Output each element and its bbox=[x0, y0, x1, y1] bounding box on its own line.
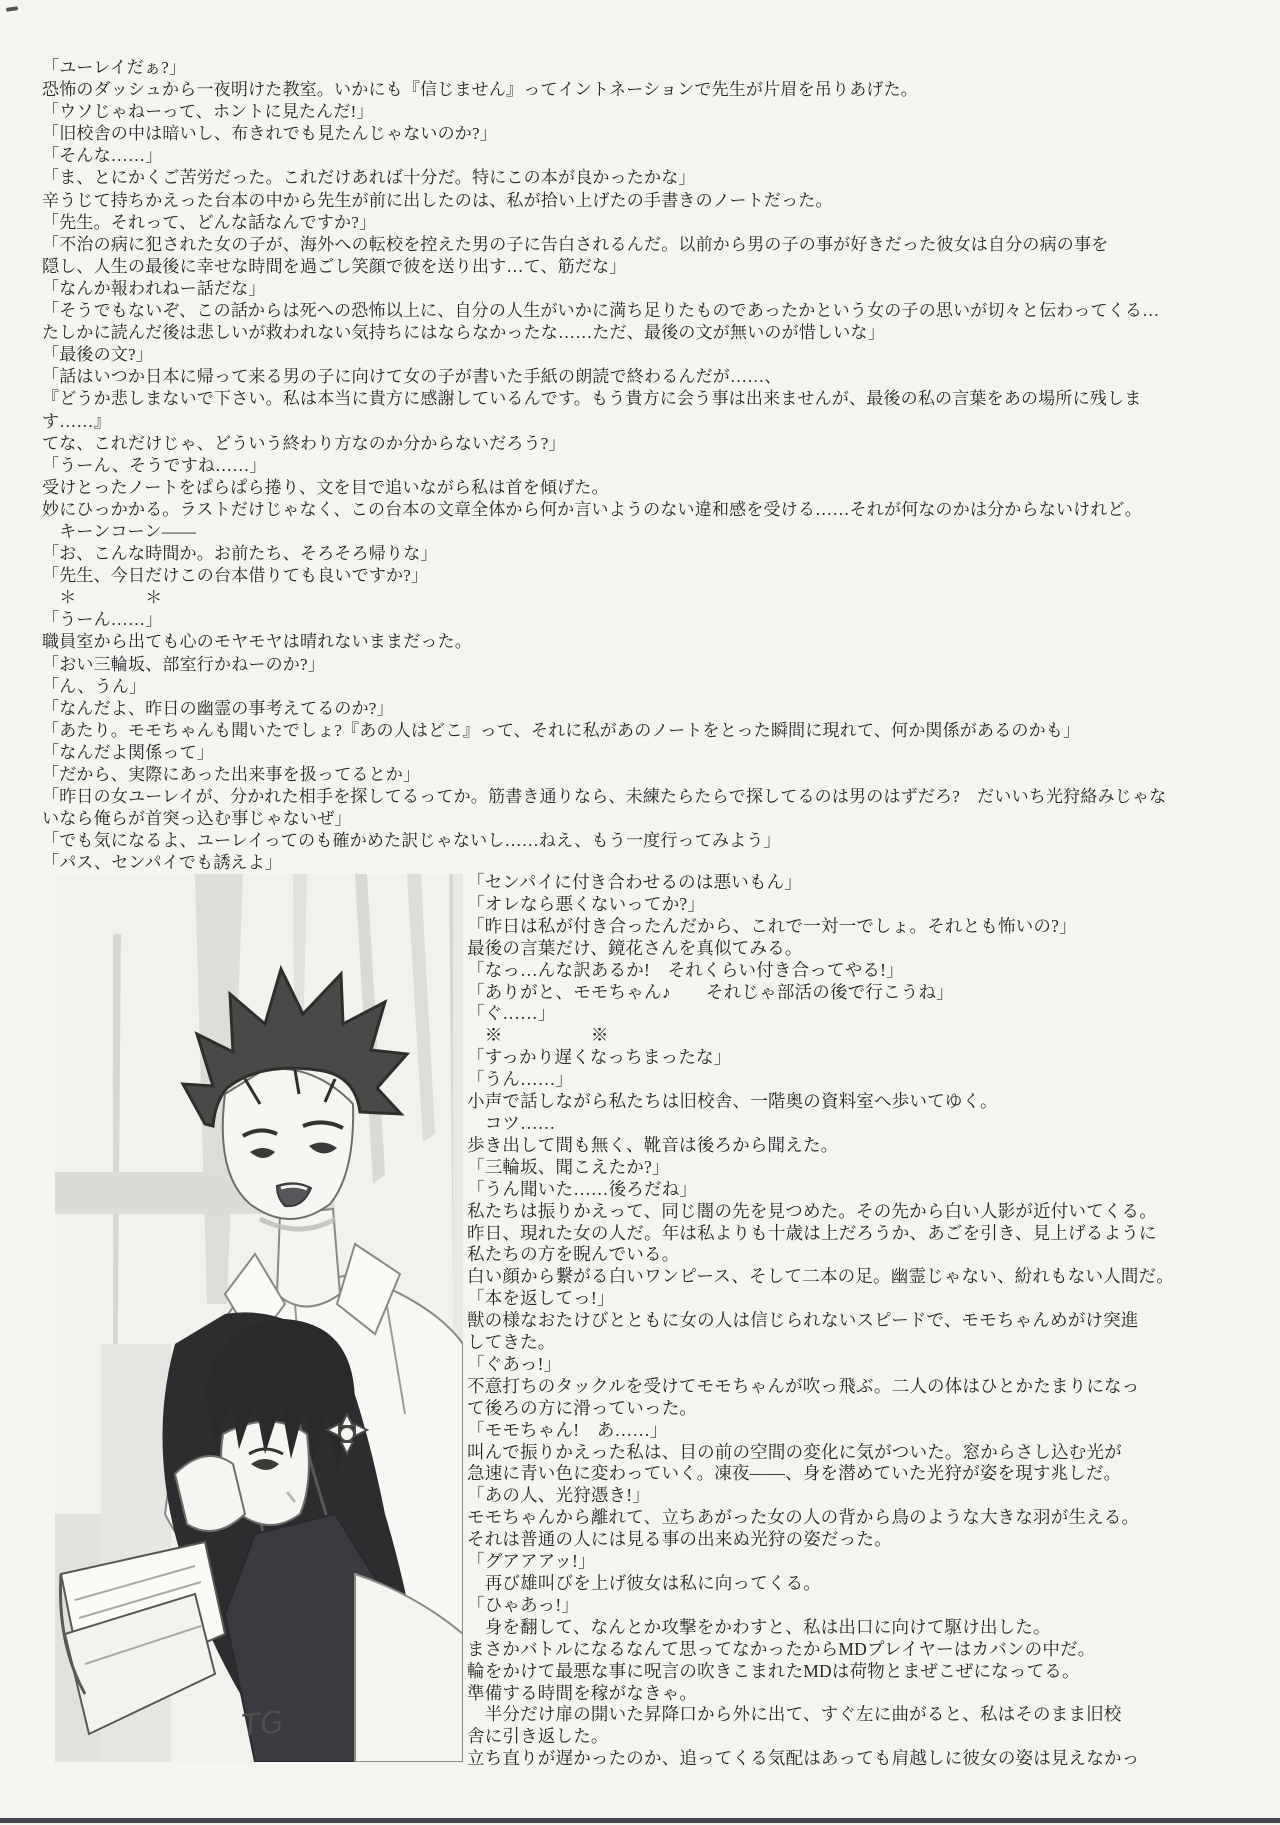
text-line: コツ…… bbox=[467, 1112, 556, 1133]
text-line: 「お、こんな時間か。お前たち、そろそろ帰りな」 bbox=[42, 544, 438, 564]
text-line: 職員室から出ても心のモヤモヤは晴れないままだった。 bbox=[42, 632, 472, 652]
text-line: 「うん……」 bbox=[467, 1069, 574, 1090]
girl-hand bbox=[175, 1456, 245, 1531]
text-line: 再び雄叫びを上げ彼女は私に向ってくる。 bbox=[467, 1573, 821, 1593]
story-text-column bbox=[467, 872, 1262, 1770]
text-line: 「ウソじゃねーって、ホントに見たんだ!」 bbox=[42, 102, 374, 122]
text-line: 「話はいつか日本に帰って来る男の子に向けて女の子が書いた手紙の朗読で終わるんだが……、 bbox=[42, 367, 782, 387]
text-line: 「あたり。モモちゃんも聞いたでしょ?『あの人はどこ』って、それに私があのノートをとった瞬間に現れて、何か関係があるのかも」 bbox=[42, 720, 1081, 740]
text-line: 「だから、実際にあった出来事を扱ってるとか」 bbox=[42, 765, 421, 784]
text-line: 「ぐ……」 bbox=[467, 1003, 556, 1024]
text-line: ＊ ＊ bbox=[42, 588, 163, 608]
text-line: してきた。 bbox=[467, 1332, 556, 1353]
text-line: 「うーん……」 bbox=[42, 610, 163, 630]
text-line: 立ち直りが遅かったのか、追ってくる気配はあっても肩越しに彼女の姿は見えなかっ bbox=[467, 1748, 1140, 1769]
text-line: 「なんか報われねー話だな」 bbox=[42, 278, 266, 298]
text-line: 輪をかけて最悪な事に呪言の吹きこまれたMDは荷物とまぜこぜになってる。 bbox=[467, 1660, 1080, 1681]
text-line: 「うん聞いた……後ろだね」 bbox=[467, 1178, 698, 1199]
text-line: 叫んで振りかえった私は、目の前の空間の変化に気がついた。窓からさし込む光が bbox=[467, 1441, 1122, 1462]
text-line: 私たちの方を睨んでいる。 bbox=[467, 1244, 680, 1265]
text-line: まさかバトルになるなんて思ってなかったからMDプレイヤーはカバンの中だ。 bbox=[467, 1638, 1096, 1659]
text-line: 「オレなら悪くないってか?」 bbox=[467, 893, 706, 914]
text-line: 妙にひっかかる。ラストだけじゃなく、この台本の文章全体から何か言いようのない違和感を受ける……それが何なのかは分からないけれど。 bbox=[42, 499, 1142, 519]
text-line: 「本を返してっ!」 bbox=[467, 1288, 615, 1309]
text-line: 「すっかり遅くなっちまったな」 bbox=[467, 1047, 732, 1068]
text-line: 「ま、とにかくご苦労だった。これだけあれば十分だ。特にこの本が良かったかな」 bbox=[42, 168, 696, 188]
text-line: 恐怖のダッシュから一夜明けた教室。いかにも『信じません』ってイントネーションで先生が片眉を吊りあげた。 bbox=[42, 80, 919, 100]
text-line: てな、これだけじゃ、どういう終わり方なのか分からないだろう?」 bbox=[42, 433, 566, 453]
text-line: 不意打ちのタックルを受けてモモちゃんが吹っ飛ぶ。二人の体はひとかたまりになっ bbox=[467, 1375, 1140, 1396]
text-line: 「最後の文?」 bbox=[42, 345, 153, 365]
page-bottom-rule bbox=[0, 1818, 1280, 1823]
text-line: 「モモちゃん! あ……」 bbox=[467, 1419, 668, 1440]
text-line: 「三輪坂、聞こえたか?」 bbox=[467, 1156, 670, 1177]
text-line: 「旧校舎の中は暗いし、布きれでも見たんじゃないのか?」 bbox=[42, 124, 497, 144]
text-line: 「センパイに付き合わせるのは悪いもん」 bbox=[467, 872, 803, 892]
text-line: 白い顔から繋がる白いワンピース、そして二本の足。幽霊じゃない、紛れもない人間だ。 bbox=[467, 1266, 1174, 1287]
text-line: 「うーん、そうですね……」 bbox=[42, 455, 267, 475]
text-line: 「昨日は私が付き合ったんだから、これで一対一でしょ。それとも怖いの?」 bbox=[467, 915, 1077, 936]
text-line: 隠し、人生の最後に幸せな時間を過ごし笑顔で彼を送り出す…て、筋だな」 bbox=[42, 256, 627, 276]
text-line: 獣の様なおたけびとともに女の人は信じられないスピードで、モモちゃんめがけ突進 bbox=[467, 1310, 1139, 1331]
text-line: 「ありがと、モモちゃん♪ それじゃ部活の後で行こうね」 bbox=[467, 981, 954, 1002]
text-line: 昨日、現れた女の人だ。年は私よりも十歳は上だろうか、あごを引き、見上げるように bbox=[467, 1222, 1157, 1243]
text-line: 「そうでもないぞ、この話からは死への恐怖以上に、自分の人生がいかに満ち足りたものであったかという女の子の思いが切々と伝わってくる… bbox=[42, 301, 1160, 321]
text-line: キーンコーン―― bbox=[42, 521, 197, 541]
text-line: 「なんだよ関係って」 bbox=[42, 742, 214, 762]
story-text-main bbox=[42, 57, 1252, 874]
text-line: 私たちは振りかえって、同じ闇の先を見つめた。その先から白い人影が近付いてくる。 bbox=[467, 1200, 1157, 1221]
text-line: 舎に引き返した。 bbox=[467, 1726, 609, 1747]
text-line: 受けとったノートをぱらぱら捲り、文を目で追いながら私は首を傾げた。 bbox=[42, 477, 609, 497]
text-line: 急速に青い色に変わっていく。凍夜――、身を潜めていた光狩が姿を現す兆しだ。 bbox=[467, 1463, 1122, 1484]
text-line: それは普通の人には見る事の出来ぬ光狩の姿だった。 bbox=[467, 1529, 892, 1550]
text-line: 「ひゃあっ!」 bbox=[467, 1594, 580, 1615]
text-line: 最後の言葉だけ、鏡花さんを真似てみる。 bbox=[467, 937, 803, 958]
text-line: 小声で話しながら私たちは旧校舎、一階奥の資料室へ歩いてゆく。 bbox=[467, 1091, 998, 1112]
text-line: 「ん、うん」 bbox=[42, 676, 147, 696]
text-line: て後ろの方に滑っていった。 bbox=[467, 1397, 698, 1418]
text-line: 準備する時間を稼がなきゃ。 bbox=[467, 1682, 698, 1703]
text-line: 「先生。それって、どんな話なんですか?」 bbox=[42, 212, 377, 232]
text-line: 「なっ…んな訳あるか! それくらい付き合ってやる!」 bbox=[467, 959, 904, 980]
artist-signature: TG bbox=[240, 1704, 286, 1744]
text-line: 「グアアアッ!」 bbox=[467, 1551, 596, 1572]
text-line: 身を翻して、なんとか攻撃をかわすと、私は出口に向けて駆け出した。 bbox=[467, 1616, 1051, 1637]
text-line: す……』 bbox=[42, 411, 111, 431]
text-line: 辛うじて持ちかえった台本の中から先生が前に出したのは、私が拾い上げたの手書きのノートだった。 bbox=[42, 190, 833, 210]
text-line: 「ぐあっ!」 bbox=[467, 1353, 562, 1374]
text-line: 半分だけ扉の開いた昇降口から外に出て、すぐ左に曲がると、私はそのまま旧校 bbox=[467, 1704, 1122, 1725]
text-line: 「でも気になるよ、ユーレイってのも確かめた訳じゃないし……ねえ、もう一度行ってみよう」 bbox=[42, 831, 781, 851]
text-line: ※ ※ bbox=[467, 1025, 609, 1046]
text-line: いなら俺らが首突っ込む事じゃないぜ」 bbox=[42, 809, 352, 829]
text-line: たしかに読んだ後は悲しいが救われない気持ちにはならなかったな……ただ、最後の文が無いのが惜しいな」 bbox=[42, 323, 885, 343]
text-line: 「不治の病に犯された女の子が、海外への転校を控えた男の子に告白されるんだ。以前から男の子の事が好きだった彼女は自分の病の事を bbox=[42, 234, 1109, 254]
text-line: モモちゃんから離れて、立ちあがった女の人の背から鳥のような大きな羽が生える。 bbox=[467, 1507, 1140, 1528]
text-line: 「そんな……」 bbox=[42, 146, 163, 166]
text-line: 『どうか悲しまないで下さい。私は本当に貴方に感謝しているんです。もう貴方に会う事は出来ませんが、最後の私の言葉をあの場所に残しま bbox=[42, 389, 1142, 409]
scan-speck bbox=[6, 6, 18, 12]
text-line: 「昨日の女ユーレイが、分かれた相手を探してるってか。筋書き通りなら、未練たらたらで探してるのは男のはずだろ? だいいち光狩絡みじゃな bbox=[42, 787, 1167, 807]
text-line: 「ユーレイだぁ?」 bbox=[42, 58, 187, 77]
text-line: 「おい三輪坂、部室行かねーのか?」 bbox=[42, 654, 325, 674]
manga-illustration bbox=[55, 874, 463, 1762]
text-line: 歩き出して間も無く、靴音は後ろから聞えた。 bbox=[467, 1134, 839, 1155]
text-line: 「パス、センパイでも誘えよ」 bbox=[42, 853, 283, 873]
text-line: 「先生、今日だけこの台本借りても良いですか?」 bbox=[42, 566, 429, 586]
text-line: 「なんだよ、昨日の幽霊の事考えてるのか?」 bbox=[42, 698, 394, 718]
text-line: 「あの人、光狩憑き!」 bbox=[467, 1485, 651, 1506]
